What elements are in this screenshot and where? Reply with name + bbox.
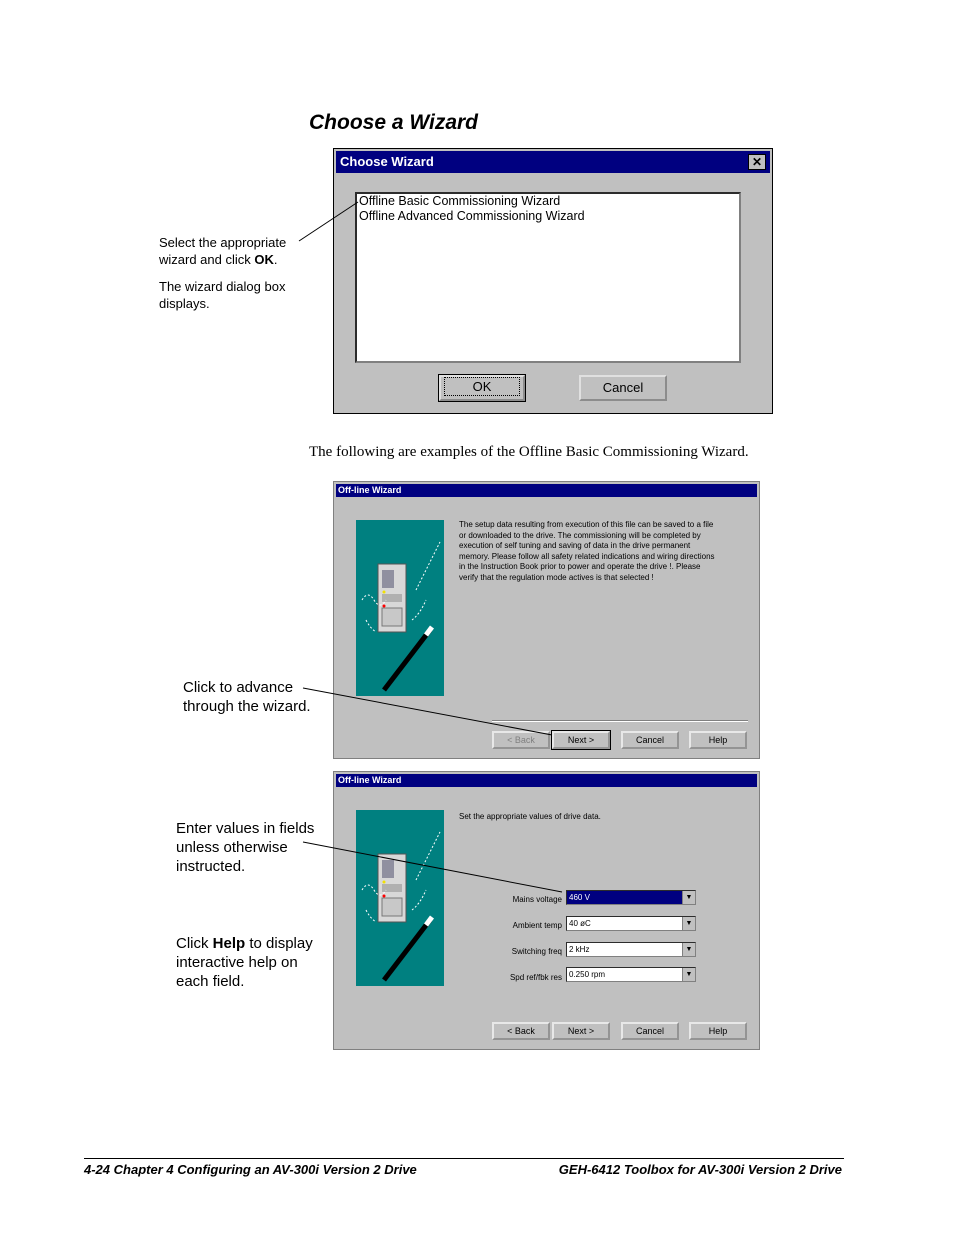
close-icon[interactable]: ✕	[748, 154, 766, 170]
footer-right: GEH-6412 Toolbox for AV-300i Version 2 Drive	[558, 1162, 842, 1177]
cancel-button[interactable]: Cancel	[621, 1022, 679, 1040]
footer-left: 4-24 Chapter 4 Configuring an AV-300i Version 2 Drive	[84, 1162, 417, 1177]
callout-line: unless otherwise	[176, 839, 288, 856]
cancel-button[interactable]: Cancel	[579, 375, 667, 401]
back-button[interactable]: < Back	[492, 731, 550, 749]
field-label: Ambient temp	[512, 921, 562, 930]
callout-line: The wizard dialog box	[159, 279, 286, 294]
wizard-title: Off-line Wizard	[336, 484, 757, 497]
combo-value: 0.250 rpm	[569, 970, 606, 979]
callout-line: through the wizard.	[183, 698, 311, 715]
field-label: Mains voltage	[512, 895, 562, 904]
field-label: Spd ref/fbk res	[509, 973, 562, 982]
back-button[interactable]: < Back	[492, 1022, 550, 1040]
combo-value: 2 kHz	[569, 945, 590, 954]
chevron-down-icon[interactable]: ▼	[682, 917, 695, 930]
chevron-down-icon[interactable]: ▼	[682, 891, 695, 904]
callout-line: Click Help to display	[176, 935, 313, 952]
dialog-title: Choose Wizard	[340, 154, 434, 169]
combo-value: 460 V	[569, 893, 590, 902]
chevron-down-icon[interactable]: ▼	[682, 943, 695, 956]
help-button[interactable]: Help	[689, 1022, 747, 1040]
callout-line: Click to advance	[183, 679, 294, 696]
field-label: Switching freq	[511, 947, 562, 956]
next-button[interactable]: Next >	[552, 731, 610, 749]
footer-rule	[84, 1158, 844, 1159]
next-button[interactable]: Next >	[552, 1022, 610, 1040]
wizard-title: Off-line Wizard	[336, 774, 757, 787]
combo-value: 40 øC	[569, 919, 591, 928]
section-heading: Choose a Wizard	[309, 111, 479, 134]
callout-line: instructed.	[176, 858, 246, 875]
list-item[interactable]: Offline Basic Commissioning Wizard	[359, 194, 561, 208]
callout-line: Select the appropriate	[159, 235, 287, 250]
callout-line: each field.	[176, 973, 245, 990]
callout-line: Enter values in fields	[176, 820, 315, 837]
ok-label: OK	[444, 377, 521, 396]
list-item[interactable]: Offline Advanced Commissioning Wizard	[359, 209, 585, 223]
callout-line: wizard and click OK.	[159, 252, 278, 267]
wizard-description: The setup data resulting from execution of this file can be saved to a file or downloaded to the drive. The commissioning will be completed by execution of self tuning and saving of data in the drive permanent memory. Please follow all safety related indications and wiring directions in the Instruction Book prior to power and operate the drive !. Please verify that the regulation mode actives is that selected !	[459, 520, 715, 582]
help-button[interactable]: Help	[689, 731, 747, 749]
cancel-button[interactable]: Cancel	[621, 731, 679, 749]
intro-paragraph: The following are examples of the Offline Basic Commissioning Wizard.	[309, 444, 749, 460]
chevron-down-icon[interactable]: ▼	[682, 968, 695, 981]
callout-line: displays.	[159, 296, 210, 311]
wizard-instruction: Set the appropriate values of drive data.	[459, 812, 601, 821]
callout-line: interactive help on	[176, 954, 298, 971]
